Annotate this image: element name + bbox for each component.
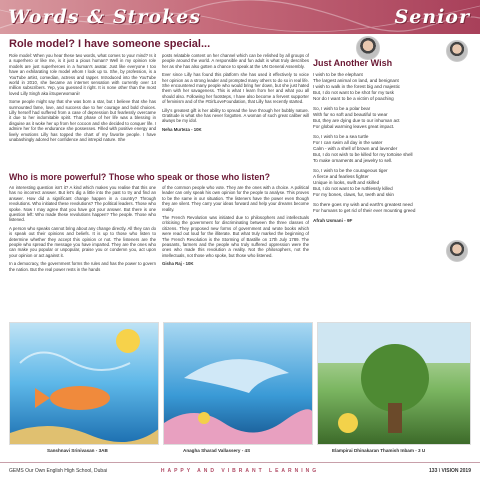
poem-stanza — [313, 134, 473, 164]
article2-col2 — [162, 185, 309, 270]
poem-line: For my bones, claws, fur, teeth and skin — [313, 192, 394, 197]
school-name: GEMS Our Own English High School, Dubai — [9, 468, 108, 474]
artwork-caption: Elampirai Dhinakaran Thamish Inbam - 3 U — [332, 448, 426, 453]
artwork-nature-poster — [317, 322, 471, 445]
article1-para: Role model: When you hear these two words, what comes to your mind? Is it a superhero or like me, is it just a pious human? Well in my opinion role models are just superheroes in a human's avatar. Just like everyone I too have an exhilarating role model whom I look up to. She, by profession, is a YouTube artist, comedian, actress and rapper. Introduced into the YouTube world in 2010, she became an internet sensation with currently over 14 million subscribers. Yep, you guessed it right. It is none other than the most loved Lilly Singh aka iiSuperwomanii! — [9, 53, 156, 96]
article1-byline: Neha Murteza - 10K — [162, 126, 202, 132]
artwork-caption: Sanshnavi Srinivasan - 3AB — [47, 448, 108, 453]
poem-line: So, I wish to be the courageous tiger — [313, 168, 388, 173]
article2-para: of the common people who vote. They are the ones with a choice. A political leader can only speak his own opinion for the people to analyse. This proves to be the same in our situation. The listeners have the power even though they are silent. They carry your ideas forward and help your dreams become reality. — [162, 185, 309, 212]
poem-line: To make ornaments and jewelry to sell. — [313, 158, 393, 163]
poem-line: With fur so soft and beautiful to wear — [313, 112, 388, 117]
poem-line: But, I do not want to be shot for my tusk — [313, 90, 394, 95]
poem-line: So there goes my wish and earth's greatest need — [313, 202, 413, 207]
article2-para: The French Revolution was initiated due to philosophers and intellectuals criticising the government for discriminating between the three classes of citizens. They proposed new forms of government and wrote books which were read out loud for the illiterate. But what truly marked the beginning of The French Revolution is the Storming of Bastille on 17th July 1789. The peasants, farmers and the people who truly suffered oppression were the ones who made this revolution a reality. Not the philosophers, not the intellectuals, not those who spoke, but those who listened. — [162, 215, 309, 258]
article2-byline: Gisha Raj - 10K — [162, 261, 194, 267]
footer-motto: HAPPY AND VIBRANT LEARNING — [160, 468, 320, 474]
page-footer — [0, 462, 480, 480]
article1-para: Some people might say that she was born a star, but I believe that she has surmounted fame, love, and success due to her courage and bold choices. Lilly herself had suffered from a case of depression but fearlessly overcame it due to her indomitable spirit. That phase of her life was a blessing in disguise as it woke her up from her cocoon and she decided to conquer life. I admire her for the endurance she possesses. Filled with positive energy and lively emotions Lilly has topped the chart of my favorite people. I have unabashingly adored her confidence and intrepid nature. She — [9, 99, 156, 143]
poem-line: But, I do not want to be ruthlessly killed — [313, 186, 393, 191]
poem-line: But, they are dying due to our inhuman act — [313, 118, 400, 123]
article1-col1 — [9, 53, 156, 146]
article2-title: Who is more powerful? Those who speak or those who listen? — [9, 172, 270, 182]
poem-stanza — [313, 202, 473, 214]
author-photo — [356, 36, 380, 60]
poem-line: Unique in looks, swift and skilled — [313, 180, 380, 185]
artwork-caption: Anagha Sharad Vallassery - 4S — [183, 448, 251, 453]
poem-line: For I can swim all day in the water — [313, 140, 383, 145]
tree-artwork-icon — [318, 323, 471, 445]
artwork-ocean-poster — [9, 322, 159, 445]
poem-line: Nor do I want to be a victim of poaching — [313, 96, 394, 101]
section-tag: Senior — [394, 6, 470, 28]
poem-stanza — [313, 106, 473, 130]
poem-byline: Afrah Usmani - 9F — [313, 218, 353, 223]
fish-artwork-icon — [10, 323, 159, 445]
poem-title: Just Another Wish — [313, 58, 393, 68]
poem-line: For humans to get rid of their ever mounting greed — [313, 208, 416, 213]
poem-stanza — [313, 72, 473, 102]
article1-para: posts relatable content on her channel which can be relished by all groups of people around the world. A responsible and fun adult is what truly describes her as she has also gotten a chance to speak at the UN General Assembly. — [162, 53, 309, 69]
artwork-sea-poster — [163, 322, 313, 445]
poem-line: So, I wish to be a polar bear — [313, 106, 371, 111]
page-header — [0, 0, 480, 34]
article2-para: A person who speaks cannot bring about any change directly. All they can do is speak out their opinions and beliefs. It is up to those who listen to determine whether they accept this opinion or not. The listeners are the people who spread the message you have imparted. They are the ones who can make you popular or unpopular, praise you or condemn you, act upon your opinion or act against it. — [9, 225, 156, 258]
article1-title: Role model? I have someone special... — [9, 38, 211, 50]
poem-body — [313, 72, 473, 228]
section-title: Words & Strokes — [8, 6, 201, 28]
poem-line: But, I do not wish to be killed for my tortoise shell — [313, 152, 413, 157]
poem-line: The largest animal on land, and benignant — [313, 78, 399, 83]
poem-line: A fierce and fearless fighter — [313, 174, 369, 179]
article1-para: Ever since Lilly has found this platform she has used it effectively to voice her opinion as a strong leader and prompted many others to do so in real life. She encountered many people who would bring her down, but she just hated them with her savageness. This is what I learn from her and what you all should also. Following her footsteps, I have also become a fervent supporter of feminism and of the #GirlLoveFoundation, that Lilly has recently started. — [162, 72, 309, 105]
poem-line: So, I wish to be a sea turtle — [313, 134, 369, 139]
article2-para: An interesting question isn't it? A kind which makes you realise that this one has no incorrect answer. But let's dig a little into the past to try and find an answer. How did a significant change happen in a country? Through revolutions. Who initiated these revolutions? The political leaders. Those who spoke. Now I may agree that you have got your answer. But there is one question left: Who made these revolutions happen? The people. Those who listened. — [9, 185, 156, 223]
poem-line: Calm - with a shell of brown and lavender — [313, 146, 398, 151]
dolphin-artwork-icon — [164, 323, 313, 445]
page-number: 133 \ VISION 2019 — [429, 468, 471, 474]
article1-col2 — [162, 53, 309, 135]
poem-line: I wish to be the elephant — [313, 72, 363, 77]
article1-para: Lilly's greatest gift is her ability to spread the love through her bubbly nature. Gratitude is what she has never forgotten. A woman of such great caliber will always be my idol. — [162, 107, 309, 124]
article2-para: In a democracy, the government forms the rules and has the power to govern the nation. But the real power rests in the hands — [9, 261, 156, 272]
author-photo — [446, 40, 468, 62]
poem-line: I wish to walk in the forest big and majestic — [313, 84, 401, 89]
article2-col1 — [9, 185, 156, 275]
author-photo — [446, 240, 468, 262]
poem-line: For global warming leaves great impact. — [313, 124, 395, 129]
poem-stanza — [313, 168, 473, 198]
